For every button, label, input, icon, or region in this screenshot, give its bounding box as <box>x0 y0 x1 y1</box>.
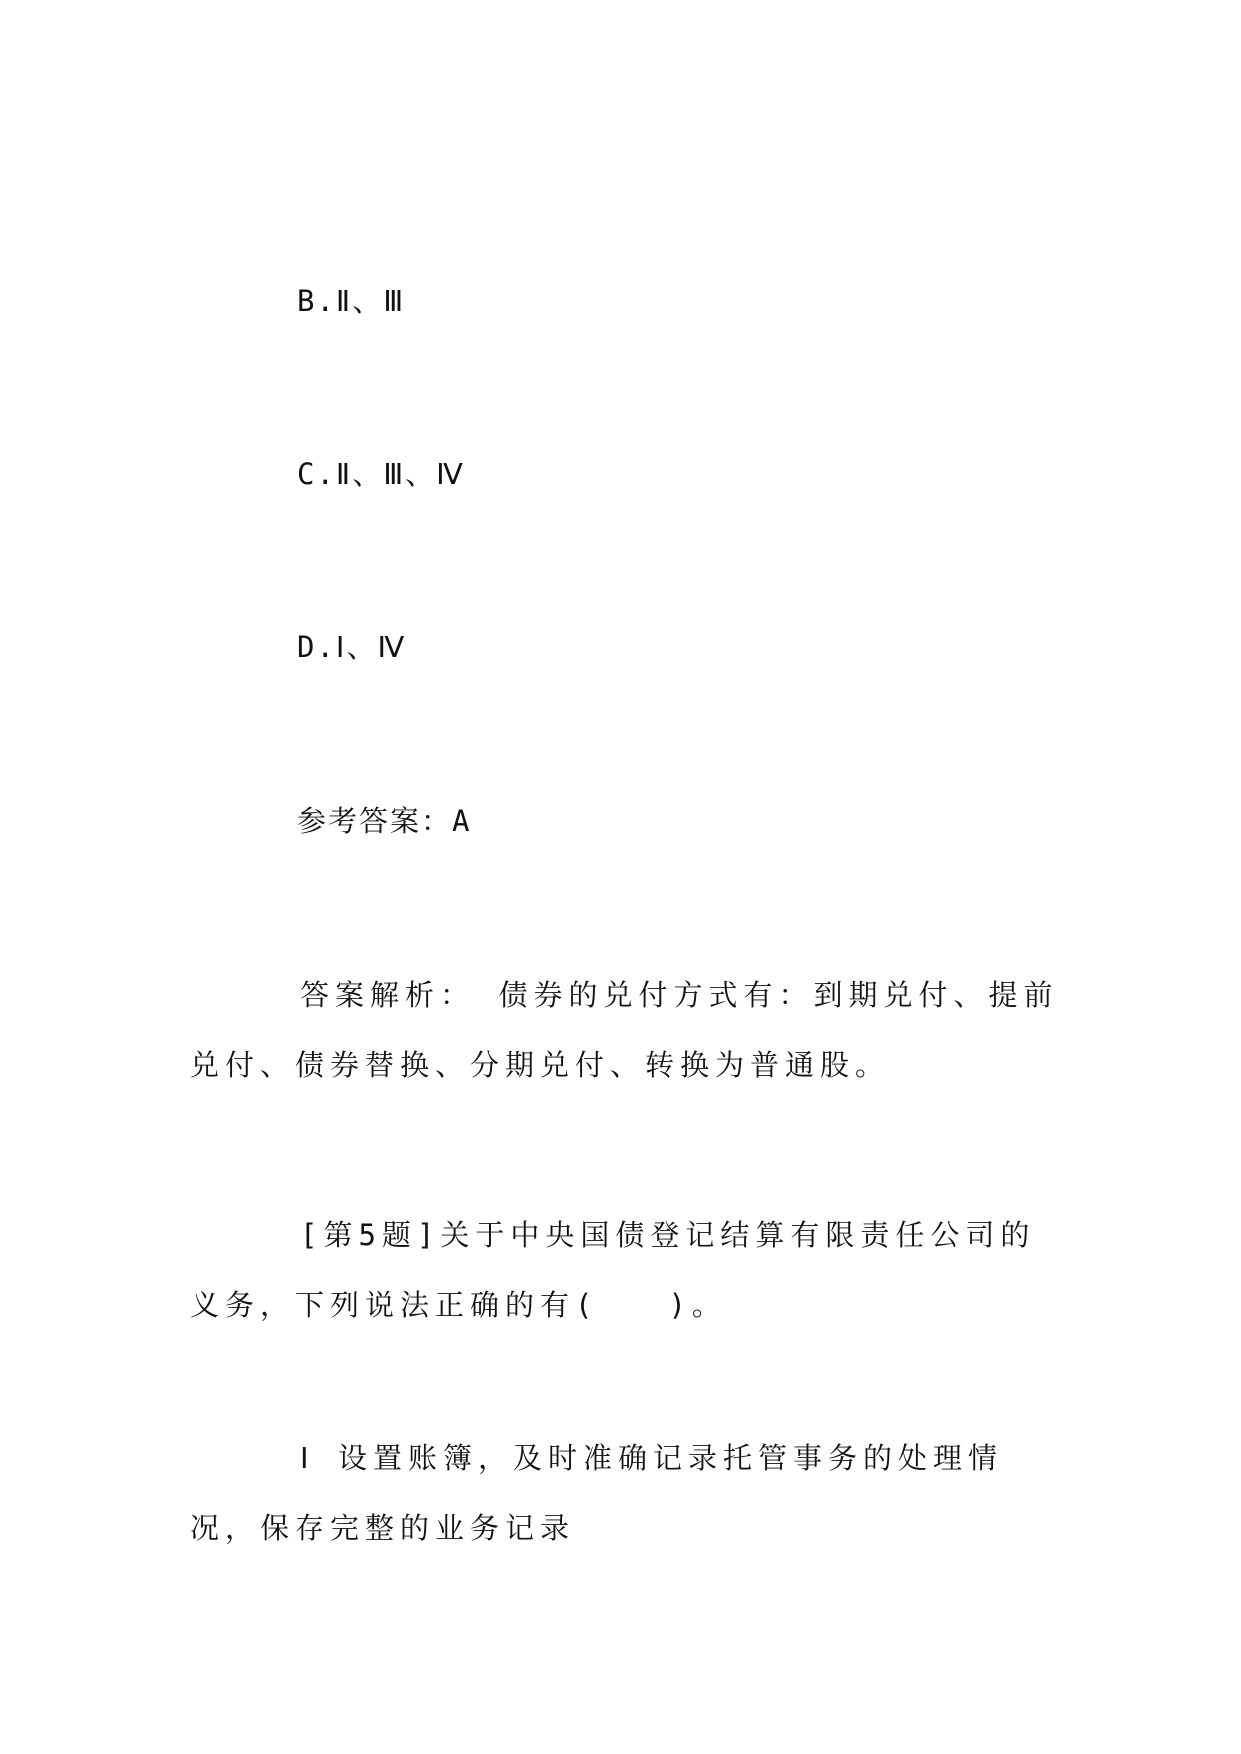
option-b: B.Ⅱ、Ⅲ <box>297 284 406 318</box>
option-c: C.Ⅱ、Ⅲ、Ⅳ <box>297 457 465 491</box>
reference-answer: 参考答案：A <box>297 804 472 838</box>
option-d: D.Ⅰ、Ⅳ <box>297 630 407 664</box>
question-5: [第5题]关于中央国债登记结算有限责任公司的义务，下列说法正确的有( )。 <box>190 1218 1036 1322</box>
statement-i: Ⅰ 设置账簿，及时准确记录托管事务的处理情况，保存完整的业务记录 <box>190 1441 1004 1545</box>
answer-explanation: 答案解析： 债券的兑付方式有：到期兑付、提前兑付、债券替换、分期兑付、转换为普通股。 <box>190 978 1059 1082</box>
